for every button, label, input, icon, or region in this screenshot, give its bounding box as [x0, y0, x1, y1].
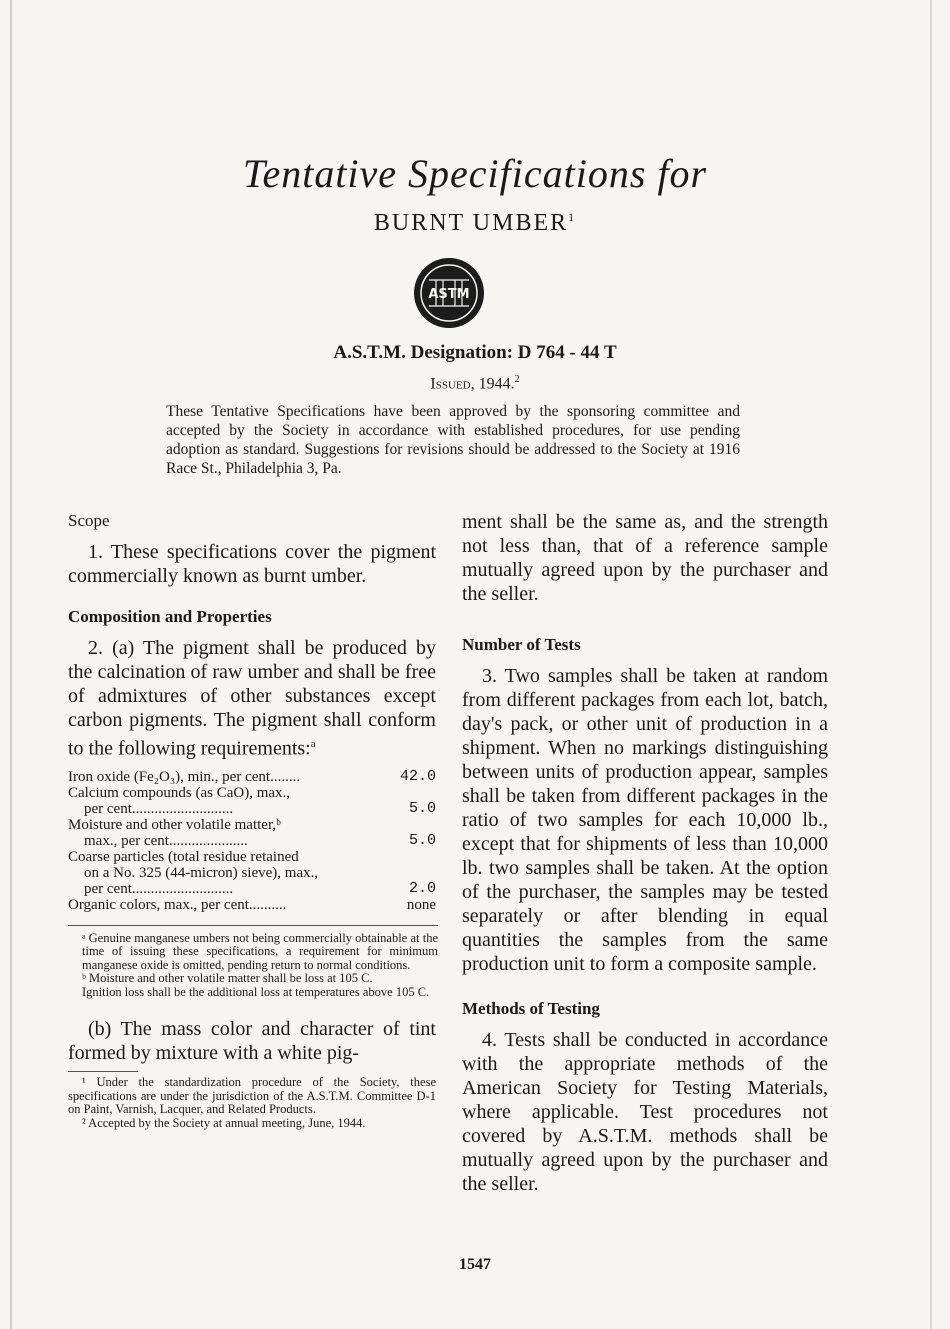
footnote: ² Accepted by the Society at annual meeting, June, 1944. — [82, 1115, 366, 1130]
requirements-table — [68, 769, 436, 913]
table-row — [68, 769, 436, 785]
footnotes — [68, 1076, 436, 1130]
title-footnote-mark: 1 — [568, 210, 577, 224]
methods-paragraph: 4. Tests shall be conducted in accordance with the appropriate methods of the American Society for Testing Materials, where applicable. Test procedures not covered by A.S.T.M. methods shall be mutually agreed upon by the purchaser and the seller. — [462, 1029, 828, 1195]
page-edge-left — [10, 0, 12, 1329]
requirement-value: 5.0 — [408, 831, 436, 849]
footnote: ¹ Under the standardization procedure of the Society, these specifications are under the jurisdiction of the A.S.T.M. Committee D-1 on Paint, Varnish, Lacquer, and Related Products. — [68, 1075, 436, 1117]
main-title — [150, 202, 800, 238]
table-notes — [68, 925, 438, 1000]
designation: A.S.T.M. Designation: D 764 - 44 T — [333, 342, 617, 363]
table-row — [68, 817, 436, 849]
requirement-value: none — [406, 896, 436, 913]
requirement-label: Moisture and other volatile matter,ᵇ — [68, 816, 281, 833]
section-heading-composition: Composition and Properties — [68, 607, 272, 626]
composition-note-mark: a — [310, 738, 316, 750]
section-heading-tests: Number of Tests — [462, 635, 581, 654]
approval-notice: These Tentative Specifications have been approved by the sponsoring committee and accepted by the Society in accordance with established procedures, for use pending adoption as standard. Suggestions for revisions should be addressed to the Society at 1916 Race St., Philadelphia 3, Pa. — [166, 403, 740, 477]
requirement-label-cont: max., per cent..................... — [84, 832, 248, 849]
issued-footnote-mark: 2 — [514, 374, 520, 385]
requirement-value: 5.0 — [408, 799, 436, 817]
requirement-label-cont: on a No. 325 (44-micron) sieve), max., — [84, 864, 319, 881]
footnote-divider — [68, 1071, 138, 1072]
table-row — [68, 897, 436, 913]
title-block — [150, 150, 800, 238]
main-title-text: BURNT UMBER — [373, 210, 569, 236]
table-note: Ignition loss shall be the additional loss at temperatures above 105 C. — [82, 984, 430, 999]
scope-paragraph: 1. These specifications cover the pigment commercially known as burnt umber. — [68, 541, 436, 587]
composition-text: 2. (a) The pigment shall be produced by the calcination of raw umber and shall be free of admixtures of other substances except carbon pigments. The pigment shall conform to the following requirements: — [68, 637, 436, 760]
requirement-label: Calcium compounds (as CaO), max., — [68, 784, 291, 801]
issued-text: Issued, 1944. — [430, 375, 515, 393]
logo-lettering: ASTM — [428, 287, 470, 302]
continued-paragraph: ment shall be the same as, and the strength not less than, that of a reference sample mutually agreed upon by the purchaser and the seller. — [462, 511, 828, 605]
section-heading-methods: Methods of Testing — [462, 999, 600, 1018]
page-number: 1547 — [459, 1256, 491, 1273]
table-row — [68, 785, 436, 817]
requirement-label: Coarse particles (total residue retained — [68, 848, 299, 865]
tests-paragraph: 3. Two samples shall be taken at random from different packages from each lot, batch, day's pack, or other unit of production in a shipment. When no markings distinguishing between units of production appear, samples shall be taken from different packages in the ratio of two samples for each 10,000 lb., except that for shipments of less than 10,000 lb. two samples shall be taken. At the option of the purchaser, the samples may be tested separately or after blending in equal quantities the samples from the same production unit to form a composite sample. — [462, 665, 828, 975]
table-note: ᵇ Moisture and other volatile matter shall be loss at 105 C. — [82, 971, 373, 986]
requirement-label-cont: per cent........................... — [84, 800, 234, 817]
left-column — [68, 510, 436, 1130]
astm-logo-icon — [412, 256, 486, 330]
composition-b-paragraph: (b) The mass color and character of tint formed by mixture with a white pig- — [68, 1018, 436, 1065]
requirement-label: Organic colors, max., per cent.......... — [68, 896, 287, 913]
requirement-value: 2.0 — [408, 879, 436, 897]
section-heading-scope: Scope — [68, 511, 110, 530]
requirement-label: Iron oxide (Fe₂O₃), min., per cent........ — [68, 768, 301, 785]
script-title: Tentative Specifications for — [242, 151, 708, 196]
right-column — [462, 510, 828, 1214]
requirement-value: 42.0 — [399, 767, 436, 785]
requirement-label-cont: per cent........................... — [84, 880, 234, 897]
issued-line — [150, 374, 800, 393]
table-row — [68, 849, 436, 897]
composition-paragraph — [68, 636, 436, 761]
page-edge-right — [930, 0, 932, 1329]
table-note: ᵃ Genuine manganese umbers not being commercially obtainable at the time of issuing these specifications, a requirement for minimum manganese oxide is omitted, pending return to normal conditions. — [82, 930, 438, 972]
